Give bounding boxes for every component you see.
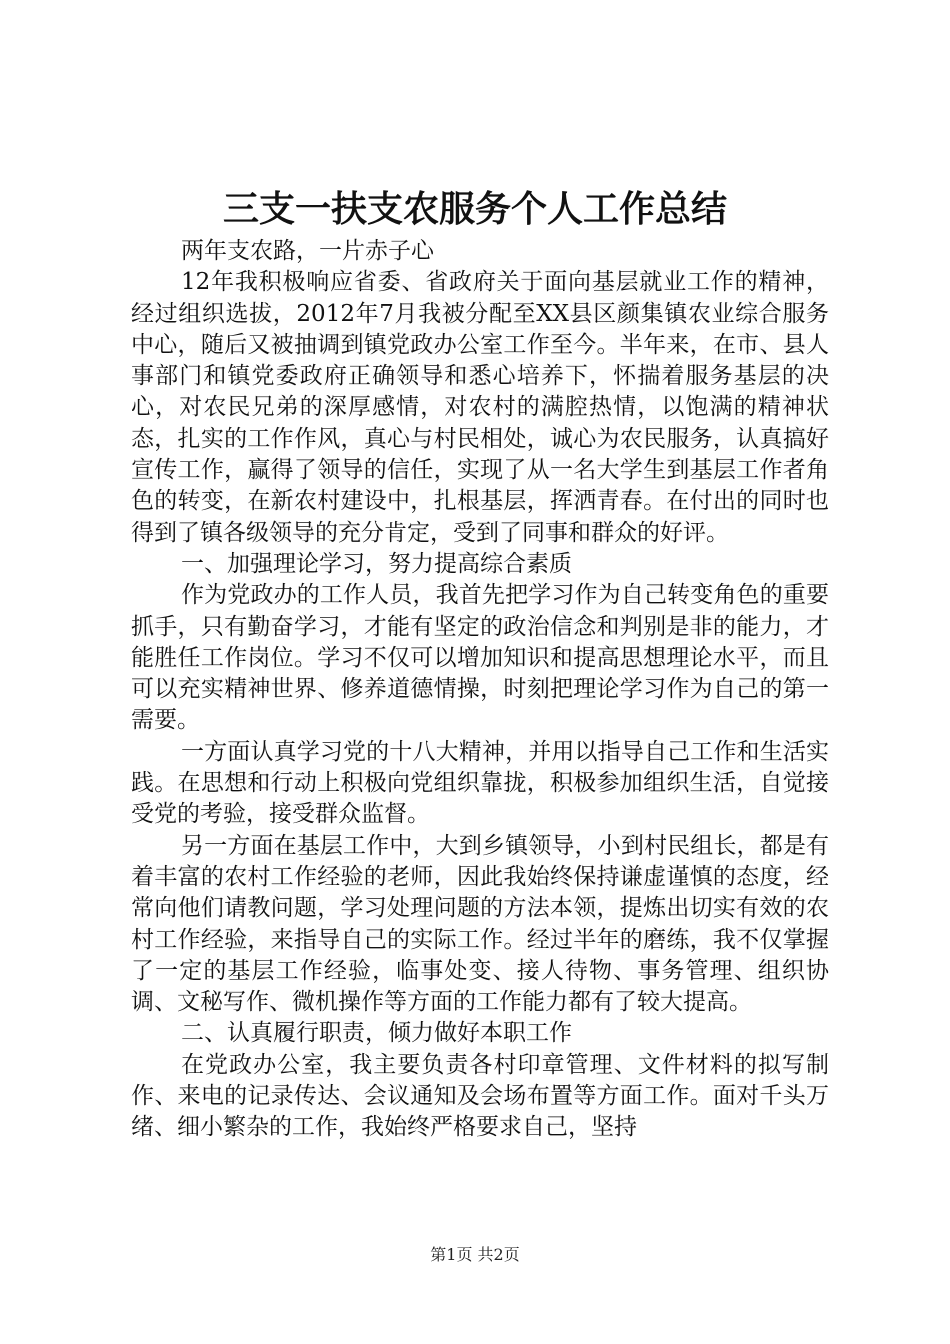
paragraph-study: 作为党政办的工作人员，我首先把学习作为自己转变角色的重要抓手，只有勤奋学习，才能有坚定的政治信念和判别是非的能力，才能胜任工作岗位。学习不仅可以增加知识和提高思想理论水平，而且可以充实精神世界、修养道德情操，时刻把理论学习作为自己的第一需要。: [131, 582, 829, 734]
page-footer: 第1页 共2页: [430, 1245, 520, 1264]
paragraph-party-study: 一方面认真学习党的十八大精神，并用以指导自己工作和生活实践。在思想和行动上积极向党组织靠拢，积极参加组织生活，自觉接受党的考验，接受群众监督。: [131, 738, 829, 828]
document-body: [131, 236, 829, 1144]
paragraph-intro: 12年我积极响应省委、省政府关于面向基层就业工作的精神，经过组织选拔，2012年7月我被分配至XX县区颜集镇农业综合服务中心，随后又被抽调到镇党政办公室工作至今。半年来，在市、县人事部门和镇党委政府正确领导和悉心培养下，怀揣着服务基层的决心，对农民兄弟的深厚感情，对农村的满腔热情，以饱满的精神状态，扎实的工作作风，真心与村民相处，诚心为农民服务，认真搞好宣传工作，赢得了领导的信任，实现了从一名大学生到基层工作者角色的转变，在新农村建设中，扎根基层，挥洒青春。在付出的同时也得到了镇各级领导的充分肯定，受到了同事和群众的好评。: [131, 269, 829, 546]
document-title: 三支一扶支农服务个人工作总结: [222, 188, 727, 230]
paragraph-grassroots-learning: 另一方面在基层工作中，大到乡镇领导，小到村民组长，都是有着丰富的农村工作经验的老师，因此我始终保持谦虚谨慎的态度，经常向他们请教问题，学习处理问题的方法本领，提炼出切实有效的农村工作经验，来指导自己的实际工作。经过半年的磨练，我不仅掌握了一定的基层工作经验，临事处变、接人待物、事务管理、组织协调、文秘写作、微机操作等方面的工作能力都有了较大提高。: [131, 832, 829, 1016]
paragraph-office-duties: 在党政办公室，我主要负责各村印章管理、文件材料的拟写制作、来电的记录传达、会议通知及会场布置等方面工作。面对千头万绪、细小繁杂的工作，我始终严格要求自己，坚持: [131, 1051, 829, 1141]
section-heading-2: 二、认真履行职责，倾力做好本职工作: [181, 1020, 572, 1047]
section-heading-1: 一、加强理论学习，努力提高综合素质: [181, 550, 572, 577]
paragraph-subtitle: 两年支农路，一片赤子心: [181, 238, 434, 264]
